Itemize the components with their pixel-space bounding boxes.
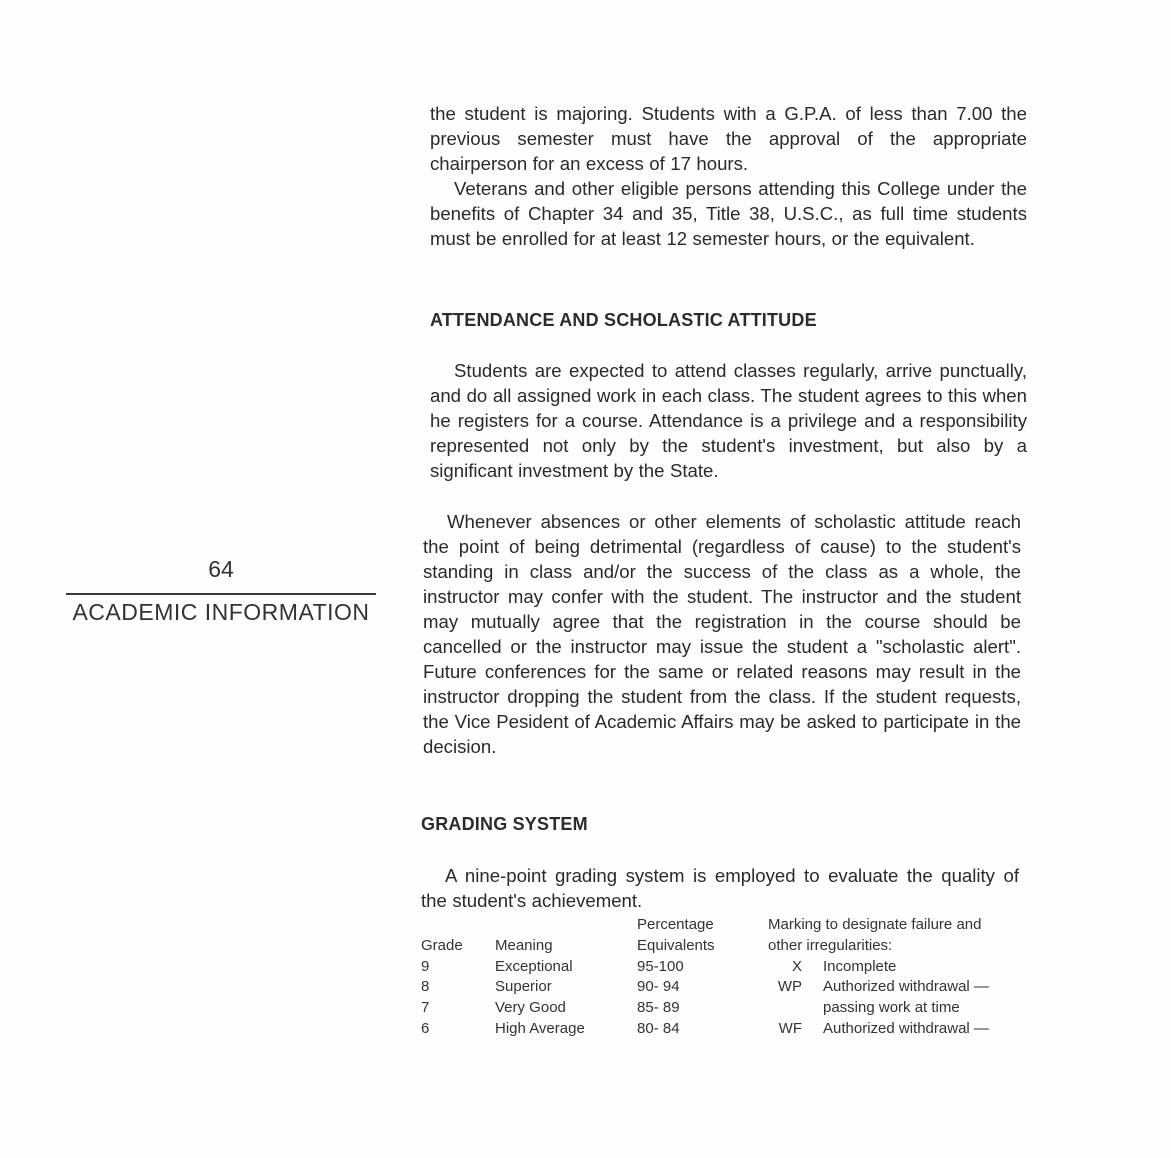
table-row-percentage: 85- 89 — [637, 999, 680, 1017]
mark-code: WF — [778, 1019, 802, 1037]
paragraph-veterans: Veterans and other eligible persons attending this College under the benefits of Chapter 34 and 35, Title 38, U.S.C., as full time students must be enrolled for at least 12 semester hours, or the equivalent. — [430, 178, 1027, 249]
mark-description-continued: passing work at time — [823, 999, 960, 1017]
grade-header: Grade — [421, 936, 463, 954]
mark-code: X — [791, 957, 802, 975]
margin-divider — [66, 593, 376, 595]
section-label: ACADEMIC INFORMATION — [72, 599, 370, 625]
table-row-meaning: Superior — [495, 978, 552, 996]
table-row-meaning: Very Good — [495, 999, 566, 1017]
meaning-header: Meaning — [495, 936, 553, 954]
page-number: 64 — [208, 556, 234, 582]
attendance-heading: ATTENDANCE AND SCHOLASTIC ATTITUDE — [430, 310, 817, 330]
marking-descriptions — [823, 957, 989, 1040]
table-row-grade: 7 — [421, 999, 430, 1017]
percentage-header-line1: Percentage — [637, 916, 714, 933]
paragraph-grading: A nine-point grading system is employed to evaluate the quality of the student's achievement. — [421, 865, 1019, 911]
percentage-column — [637, 915, 715, 1040]
table-row-grade: 6 — [421, 1019, 430, 1037]
mark-description: Authorized withdrawal — — [823, 1019, 989, 1037]
mark-description: Incomplete — [823, 957, 897, 975]
table-row-percentage: 80- 84 — [637, 1019, 680, 1037]
grading-heading: GRADING SYSTEM — [421, 814, 588, 834]
mark-description: Authorized withdrawal — — [823, 978, 989, 996]
table-row-grade: 8 — [421, 978, 430, 996]
marking-header-line1: Marking to designate failure and — [768, 916, 982, 933]
paragraph-absences: Whenever absences or other elements of scholastic attitude reach the point of being detrimental (regardless of cause) to the student's standing in class and/or the success of the class as a whole, the instructor may confer with the student. The instructor and the student may mutually agree that the registration in the course should be cancelled or the instructor may issue the student a "scholastic alert". Future conferences for the same or related reasons may result in the instructor dropping the student from the class. If the student requests, the Vice Pesident of Academic Affairs may be asked to participate in the decision. — [423, 511, 1021, 757]
table-row-percentage: 95-100 — [637, 957, 684, 975]
table-row-percentage: 90- 94 — [637, 978, 680, 996]
grading-table — [421, 915, 1021, 1045]
marking-codes — [768, 957, 802, 1040]
percentage-header-line2: Equivalents — [637, 936, 715, 954]
marking-header-line2: other irregularities: — [768, 936, 893, 954]
paragraph-continuation: the student is majoring. Students with a G.P.A. of less than 7.00 the previous semester must have the approval of the appropriate chairperson for an excess of 17 hours. — [430, 103, 1027, 174]
paragraph-attendance: Students are expected to attend classes regularly, arrive punctually, and do all assigned work in each class. The student agrees to this when he registers for a course. Attendance is a privilege and a responsibility represented not only by the student's investment, but also by a significant investment by the State. — [430, 360, 1027, 481]
mark-code: WP — [777, 978, 802, 996]
table-row-meaning: Exceptional — [495, 957, 573, 975]
table-row-grade: 9 — [421, 957, 430, 975]
meaning-column — [495, 915, 585, 1040]
marking-header — [768, 915, 981, 957]
table-row-meaning: High Average — [495, 1019, 585, 1037]
grade-column — [421, 915, 463, 1040]
